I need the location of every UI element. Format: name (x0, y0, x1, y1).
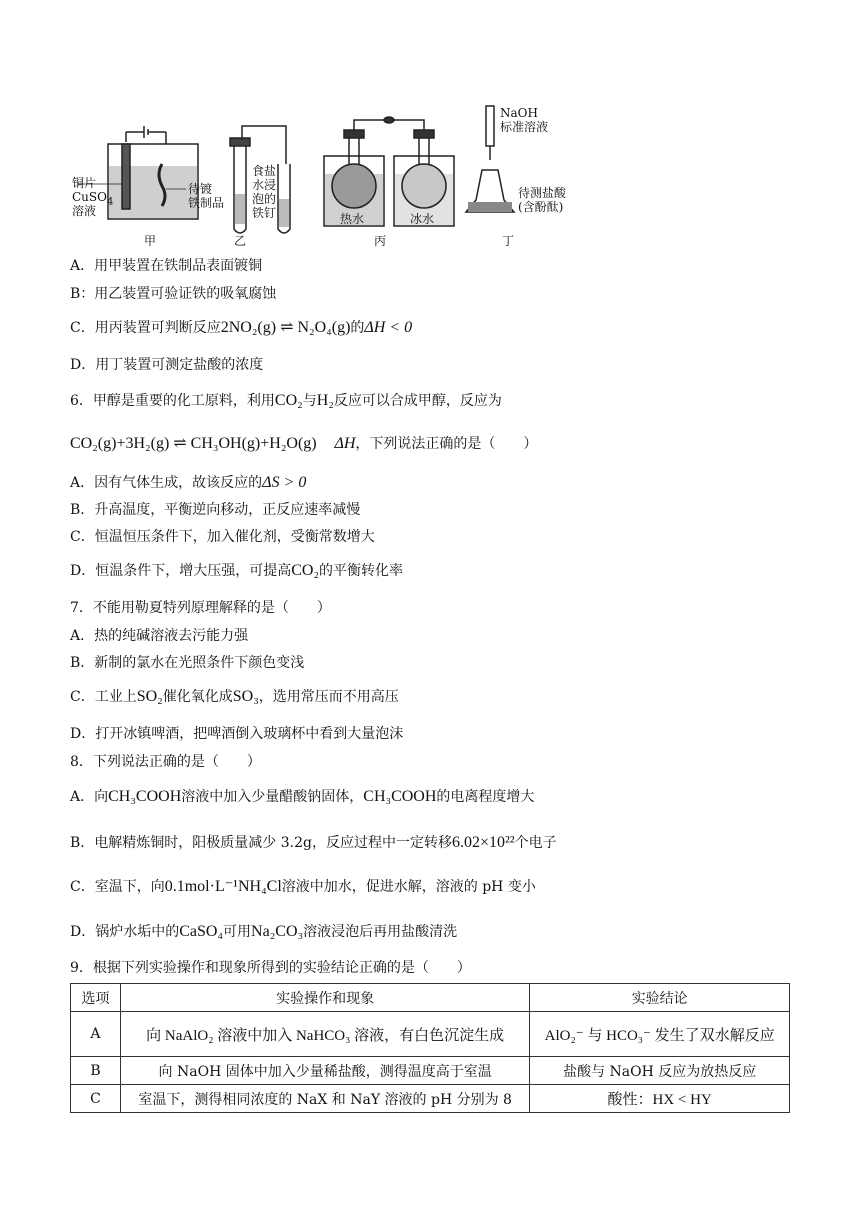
cell-operation: 向 NaAlO₂ 溶液中加入 NaHCO₃ 溶液，有白色沉淀生成 (120, 1012, 529, 1057)
q5-option-c: C．用丙装置可判断反应2NO₂(g) ⇌ N₂O₄(g)的ΔH < 0 (70, 319, 413, 336)
q8-option-a: A．向CH₃COOH溶液中加入少量醋酸钠固体，CH₃COOH的电离程度增大 (70, 788, 535, 805)
ding-top-label (500, 106, 548, 134)
label-solution: 溶液 (72, 204, 97, 218)
q8-option-d: D．锅炉水垢中的CaSO₄可用Na₂CO₃溶液浸泡后再用盐酸清洗 (70, 923, 458, 940)
q6-option-d: D．恒温条件下，增大压强，可提高CO₂的平衡转化率 (70, 562, 404, 579)
label-iron-product: 铁制品 (188, 196, 225, 210)
q6-option-a: A．因有气体生成，故该反应的ΔS > 0 (70, 474, 307, 491)
q8-option-b: B．电解精炼铜时，阳极质量减少 3.2g，反应过程中一定转移6.02×10²²个电子 (70, 834, 557, 851)
q9-table (70, 983, 790, 1113)
header-operation: 实验操作和现象 (120, 984, 529, 1012)
caption-yi: 乙 (234, 234, 247, 248)
q5-option-d: D．用丁装置可测定盐酸的浓度 (70, 357, 264, 373)
q8-option-c: C．室温下，向0.1mol·L⁻¹NH₄Cl溶液中加水，促进水解，溶液的 pH 变小 (70, 878, 536, 895)
caption-ding: 丁 (502, 234, 515, 248)
header-conclusion: 实验结论 (530, 984, 790, 1012)
cell-operation: 室温下，测得相同浓度的 NaX 和 NaY 溶液的 pH 分别为 8 (120, 1085, 529, 1113)
table-header-row (71, 984, 790, 1012)
q6-equation-line: CO₂(g)+3H₂(g) ⇌ CH₃OH(g)+H₂O(g) ΔH，下列说法正确的是（ ） (70, 435, 538, 452)
table-row (71, 1012, 790, 1057)
label-test-hcl: 待测盐酸 (518, 186, 567, 200)
q7-option-c: C．工业上SO₂催化氧化成SO₃，选用常压而不用高压 (70, 688, 399, 705)
cell-conclusion: 酸性：HX < HY (530, 1085, 790, 1113)
table-row (71, 1085, 790, 1113)
q5-option-b: B：用乙装置可验证铁的吸氧腐蚀 (70, 286, 277, 302)
apparatus-figures (72, 104, 598, 254)
cell-conclusion: 盐酸与 NaOH 反应为放热反应 (530, 1057, 790, 1085)
cell-option: A (71, 1012, 121, 1057)
q7-option-d: D．打开冰镇啤酒，把啤酒倒入玻璃杯中看到大量泡沫 (70, 726, 404, 742)
caption-bing: 丙 (374, 234, 387, 248)
jia-right-label (188, 182, 224, 210)
cell-conclusion: AlO₂⁻ 与 HCO₃⁻ 发生了双水解反应 (530, 1012, 790, 1057)
ding-right-label (518, 186, 566, 214)
header-option: 选项 (71, 984, 121, 1012)
label-cuso4: CuSO$_4$ (72, 190, 114, 208)
q5-option-a: A．用甲装置在铁制品表面镀铜 (70, 258, 263, 274)
yi-label-line: 水浸 (252, 178, 277, 192)
cell-option: C (71, 1085, 121, 1113)
table-row (71, 1057, 790, 1085)
cell-operation: 向 NaOH 固体中加入少量稀盐酸，测得温度高于室温 (120, 1057, 529, 1085)
q7-option-b: B．新制的氯水在光照条件下颜色变浅 (70, 655, 305, 671)
label-ice-water: 冰水 (410, 212, 435, 226)
label-standard-solution: 标准溶液 (500, 120, 549, 134)
yi-label-line: 泡的 (252, 192, 277, 206)
label-naoh: NaOH (500, 106, 538, 120)
label-to-plate: 待镀 (188, 182, 213, 196)
yi-label-line: 食盐 (252, 164, 277, 178)
q6-option-b: B．升高温度，平衡逆向移动，正反应速率减慢 (70, 502, 361, 518)
cell-option: B (71, 1057, 121, 1085)
q7-option-a: A．热的纯碱溶液去污能力强 (70, 628, 249, 644)
yi-label-line: 铁钉 (252, 206, 277, 220)
jia-left-label (72, 176, 113, 218)
q7-stem: 7．不能用勒夏特列原理解释的是（ ） (70, 600, 331, 616)
yi-label (252, 164, 276, 220)
label-copper-sheet: 铜片 (72, 176, 97, 190)
q8-stem: 8．下列说法正确的是（ ） (70, 754, 261, 770)
label-phenolphthalein: (含酚酞) (518, 200, 564, 214)
caption-jia: 甲 (144, 234, 157, 248)
q6-stem: 6．甲醇是重要的化工原料，利用CO₂与H₂反应可以合成甲醇，反应为 (70, 392, 502, 409)
q9-stem: 9．根据下列实验操作和现象所得到的实验结论正确的是（ ） (70, 960, 471, 976)
q6-option-c: C．恒温恒压条件下，加入催化剂，受衡常数增大 (70, 529, 375, 545)
label-hot-water: 热水 (340, 212, 365, 226)
